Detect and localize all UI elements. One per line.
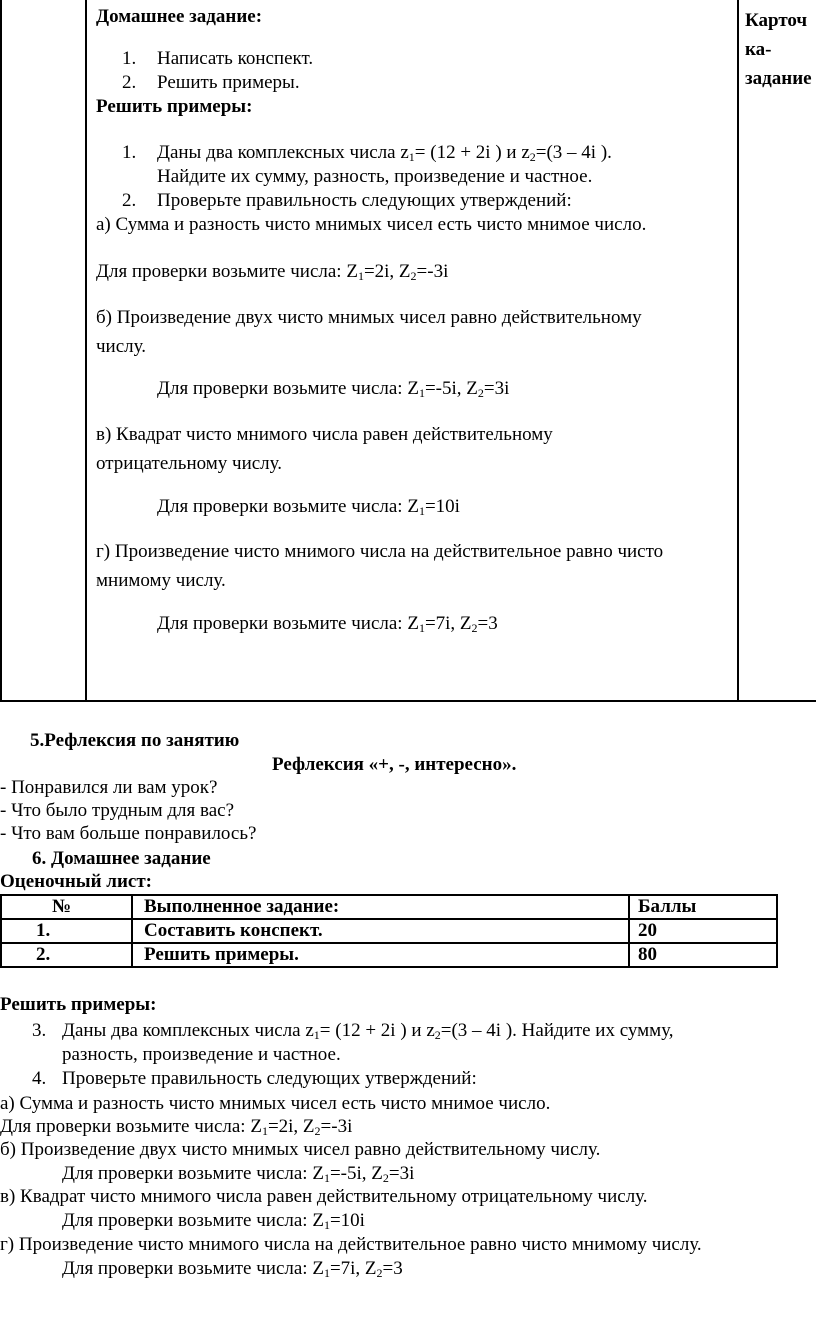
grading-title: Оценочный лист: <box>0 871 153 892</box>
right-col-line: ка- <box>745 39 772 60</box>
statement-a-check: Для проверки возьмите числа: $Z_1=2i$, $Z_2=-3i$ <box>0 1116 353 1138</box>
reflection-question: - Что было трудным для вас? <box>0 800 235 821</box>
examples-heading: Решить примеры: <box>96 96 253 117</box>
table-divider-1 <box>85 0 87 702</box>
statement-b: б) Произведение двух чисто мнимых чисел равно действительному числу. <box>0 1139 601 1160</box>
right-col-line: Карточ <box>745 10 808 31</box>
table-rule <box>0 942 778 944</box>
grading-table <box>0 894 778 970</box>
table-divider-2 <box>737 0 739 702</box>
right-col-line: задание <box>745 68 812 89</box>
table-header-number: № <box>52 896 72 917</box>
homework-item-num: 2. <box>122 72 137 93</box>
statement-c: в) Квадрат чисто мнимого числа равен действительному <box>96 424 553 445</box>
task-1-text-line2: Найдите их сумму, разность, произведение и частное. <box>157 166 593 187</box>
reflection-question: - Понравился ли вам урок? <box>0 777 218 798</box>
table-header-points: Баллы <box>638 896 697 917</box>
task-4-text: Проверьте правильность следующих утверждений: <box>62 1068 477 1089</box>
task-3-text: Даны два комплексных числа $z_1= (12 + 2i$ ) и $z_2=(3 - 4i$ ). Найдите их сумму, <box>62 1020 674 1042</box>
task-num: 3. <box>32 1020 47 1041</box>
reflection-question: - Что вам больше понравилось? <box>0 823 257 844</box>
table-rule <box>0 918 778 920</box>
statement-d-check: Для проверки возьмите числа: $Z_1=7i$, $Z_2=3$ <box>62 1258 403 1280</box>
homework-section-heading: 6. Домашнее задание <box>32 848 211 869</box>
table-rule <box>131 894 133 968</box>
examples-section-heading: Решить примеры: <box>0 994 157 1015</box>
task-num: 2. <box>122 190 137 211</box>
homework-item-text: Решить примеры. <box>157 72 300 93</box>
table-header-task: Выполненное задание: <box>144 896 340 917</box>
statement-c-check: Для проверки возьмите числа: $Z_1=10i$ <box>62 1210 365 1232</box>
table-cell-task: Составить конспект. <box>144 920 323 941</box>
task-num: 4. <box>32 1068 47 1089</box>
table-rule <box>628 894 630 968</box>
statement-a-check: Для проверки возьмите числа: $Z_1=2i$, $Z_2=-3i$ <box>96 261 449 283</box>
statement-c-check: Для проверки возьмите числа: $Z_1=10i$ <box>157 496 460 518</box>
statement-c-line2: отрицательному числу. <box>96 453 283 474</box>
statement-b: б) Произведение двух чисто мнимых чисел равно действительному <box>96 307 642 328</box>
table-cell-number: 2. <box>36 944 51 965</box>
task-num: 1. <box>122 142 137 163</box>
reflection-subheading: Рефлексия «+, -, интересно». <box>272 754 517 775</box>
statement-d: г) Произведение чисто мнимого числа на действительное равно чисто мнимому числу. <box>0 1234 702 1255</box>
table-cell-number: 1. <box>36 920 51 941</box>
task-3-text-line2: разность, произведение и частное. <box>62 1044 341 1065</box>
table-cell-points: 80 <box>638 944 657 965</box>
homework-item-num: 1. <box>122 48 137 69</box>
statement-a: а) Сумма и разность чисто мнимых чисел есть чисто мнимое число. <box>0 1093 551 1114</box>
statement-d: г) Произведение чисто мнимого числа на действительное равно чисто <box>96 541 664 562</box>
statement-b-check: Для проверки возьмите числа: $Z_1=-5i$, $Z_2=3i$ <box>157 378 510 400</box>
statement-b-line2: числу. <box>96 336 146 357</box>
statement-c: в) Квадрат чисто мнимого числа равен действительному отрицательному числу. <box>0 1186 648 1207</box>
statement-d-line2: мнимому числу. <box>96 570 226 591</box>
reflection-heading: 5.Рефлексия по занятию <box>30 730 240 751</box>
table-border-bottom <box>0 700 816 702</box>
right-column-label <box>745 6 812 93</box>
table-cell-points: 20 <box>638 920 657 941</box>
homework-heading: Домашнее задание: <box>96 6 263 27</box>
task-2-text: Проверьте правильность следующих утверждений: <box>157 190 572 211</box>
table-cell-task: Решить примеры. <box>144 944 299 965</box>
statement-d-check: Для проверки возьмите числа: $Z_1=7i$, $Z_2=3$ <box>157 613 498 635</box>
table-rule <box>0 966 778 968</box>
statement-a: а) Сумма и разность чисто мнимых чисел есть чисто мнимое число. <box>96 214 647 235</box>
table-rule <box>0 894 2 968</box>
statement-b-check: Для проверки возьмите числа: $Z_1=-5i$, $Z_2=3i$ <box>62 1163 415 1185</box>
task-1-text: Даны два комплексных числа $z_1= (12 + 2i$ ) и $z_2=(3 - 4i$ ). <box>157 142 612 164</box>
homework-item-text: Написать конспект. <box>157 48 314 69</box>
table-rule <box>776 894 778 968</box>
table-border-left <box>0 0 2 702</box>
